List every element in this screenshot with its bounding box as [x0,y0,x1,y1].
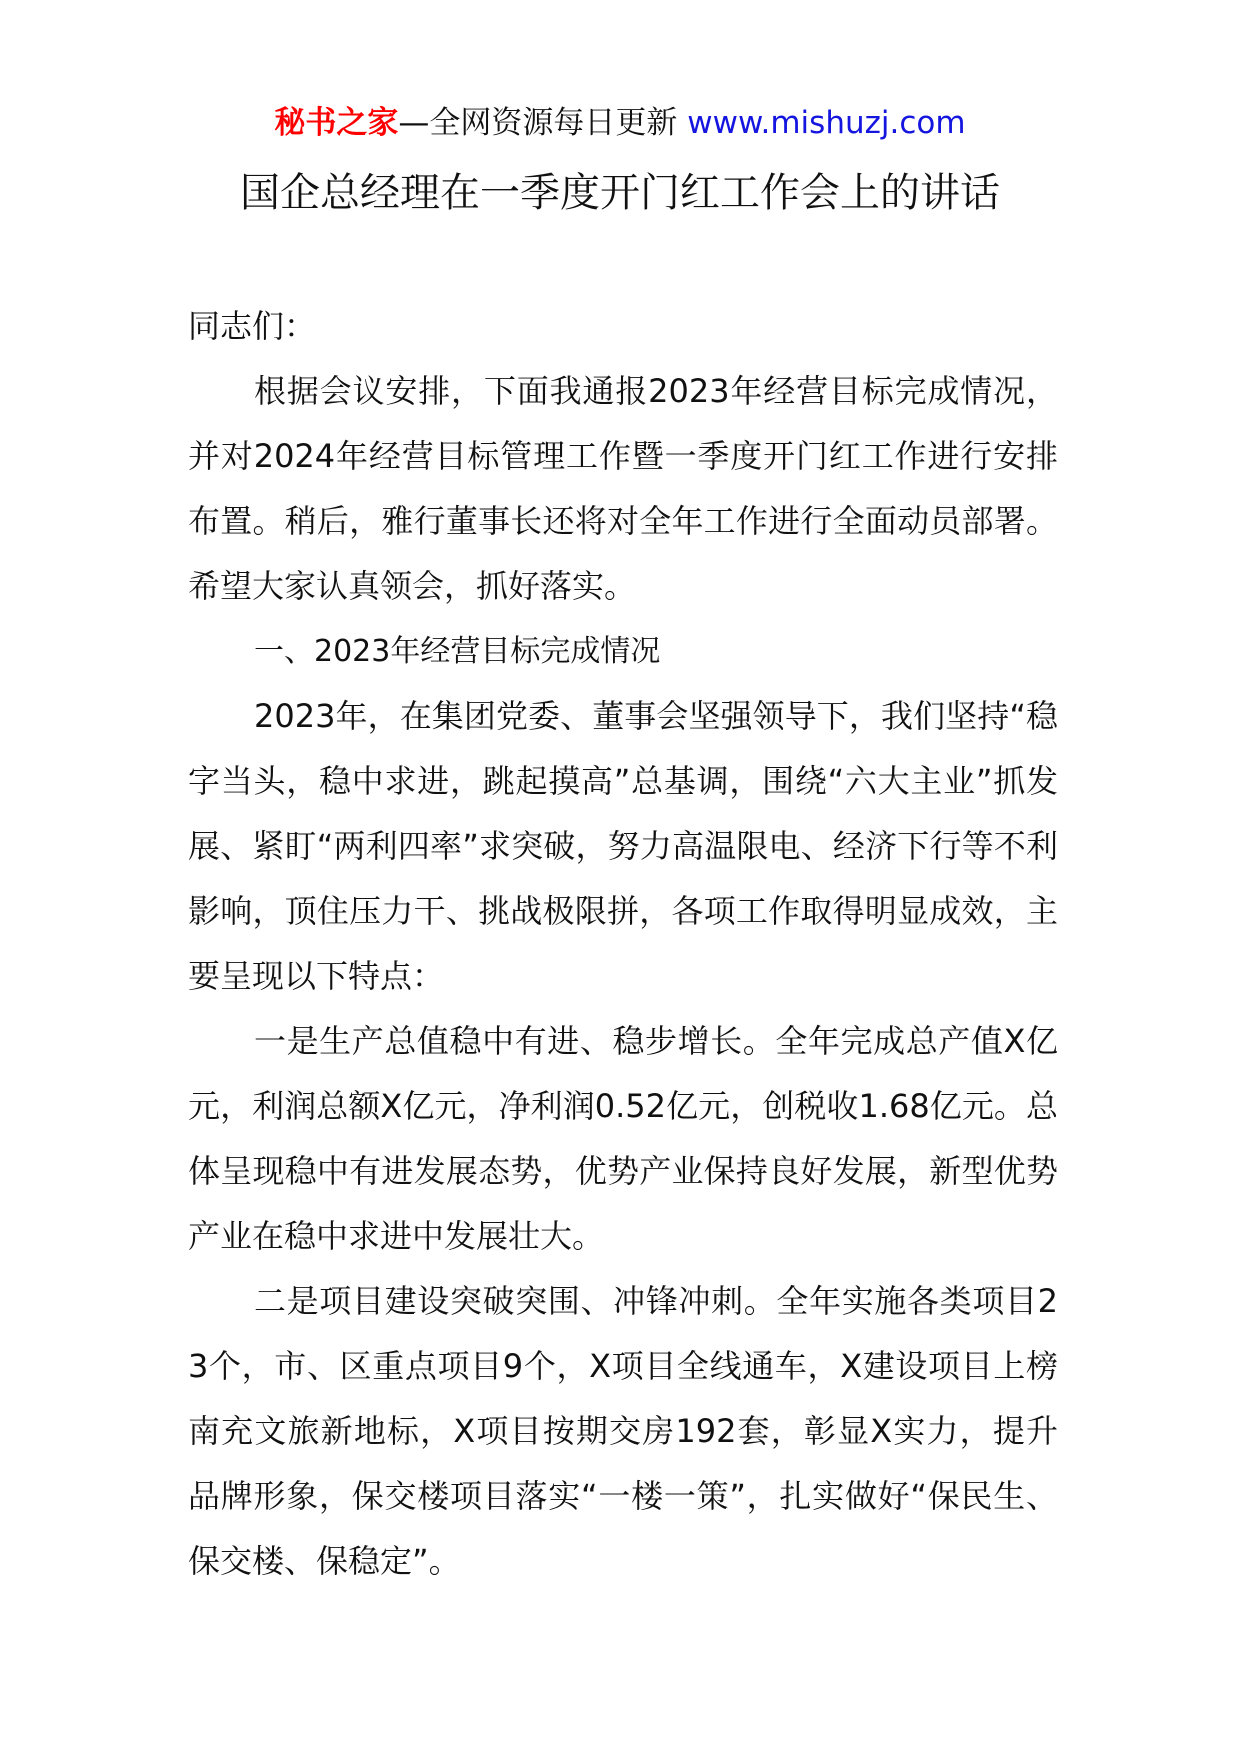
site-banner [0,103,1240,143]
site-brand: 秘书之家 [274,105,399,141]
site-tagline: —全网资源每日更新 [398,105,678,141]
document-title: 国企总经理在一季度开门红工作会上的讲话 [240,170,1000,216]
section-heading-1: 一、2023年经营目标完成情况 [254,634,661,669]
salutation: 同志们： [188,307,317,345]
site-url-link[interactable]: www.mishuzj.com [687,105,966,141]
paragraph-point-1: 一是生产总值稳中有进、稳步增长。全年完成总产值X亿元，利润总额X亿元，净利润0.52亿元，创税收1.68亿元。总体呈现稳中有进发展态势，优势产业保持良好发展，新型优势产业在稳中求进中发展壮大。 [188,1022,1058,1255]
paragraph-intro: 根据会议安排，下面我通报2023年经营目标完成情况，并对2024年经营目标管理工作暨一季度开门红工作进行安排布置。稍后，雅行董事长还将对全年工作进行全面动员部署。希望大家认真领会，抓好落实。 [188,372,1058,605]
paragraph-point-2: 二是项目建设突破突围、冲锋冲刺。全年实施各类项目23个，市、区重点项目9个，X项目全线通车，X建设项目上榜南充文旅新地标，X项目按期交房192套，彰显X实力，提升品牌形象，保交楼项目落实“一楼一策”，扎实做好“保民生、保交楼、保稳定”。 [188,1282,1058,1580]
document-body [188,294,1058,1594]
paragraph-overview: 2023年，在集团党委、董事会坚强领导下，我们坚持“稳字当头，稳中求进，跳起摸高”总基调，围绕“六大主业”抓发展、紧盯“两利四率”求突破，努力高温限电、经济下行等不利影响，顶住压力干、挑战极限拼，各项工作取得明显成效，主要呈现以下特点： [188,697,1058,995]
